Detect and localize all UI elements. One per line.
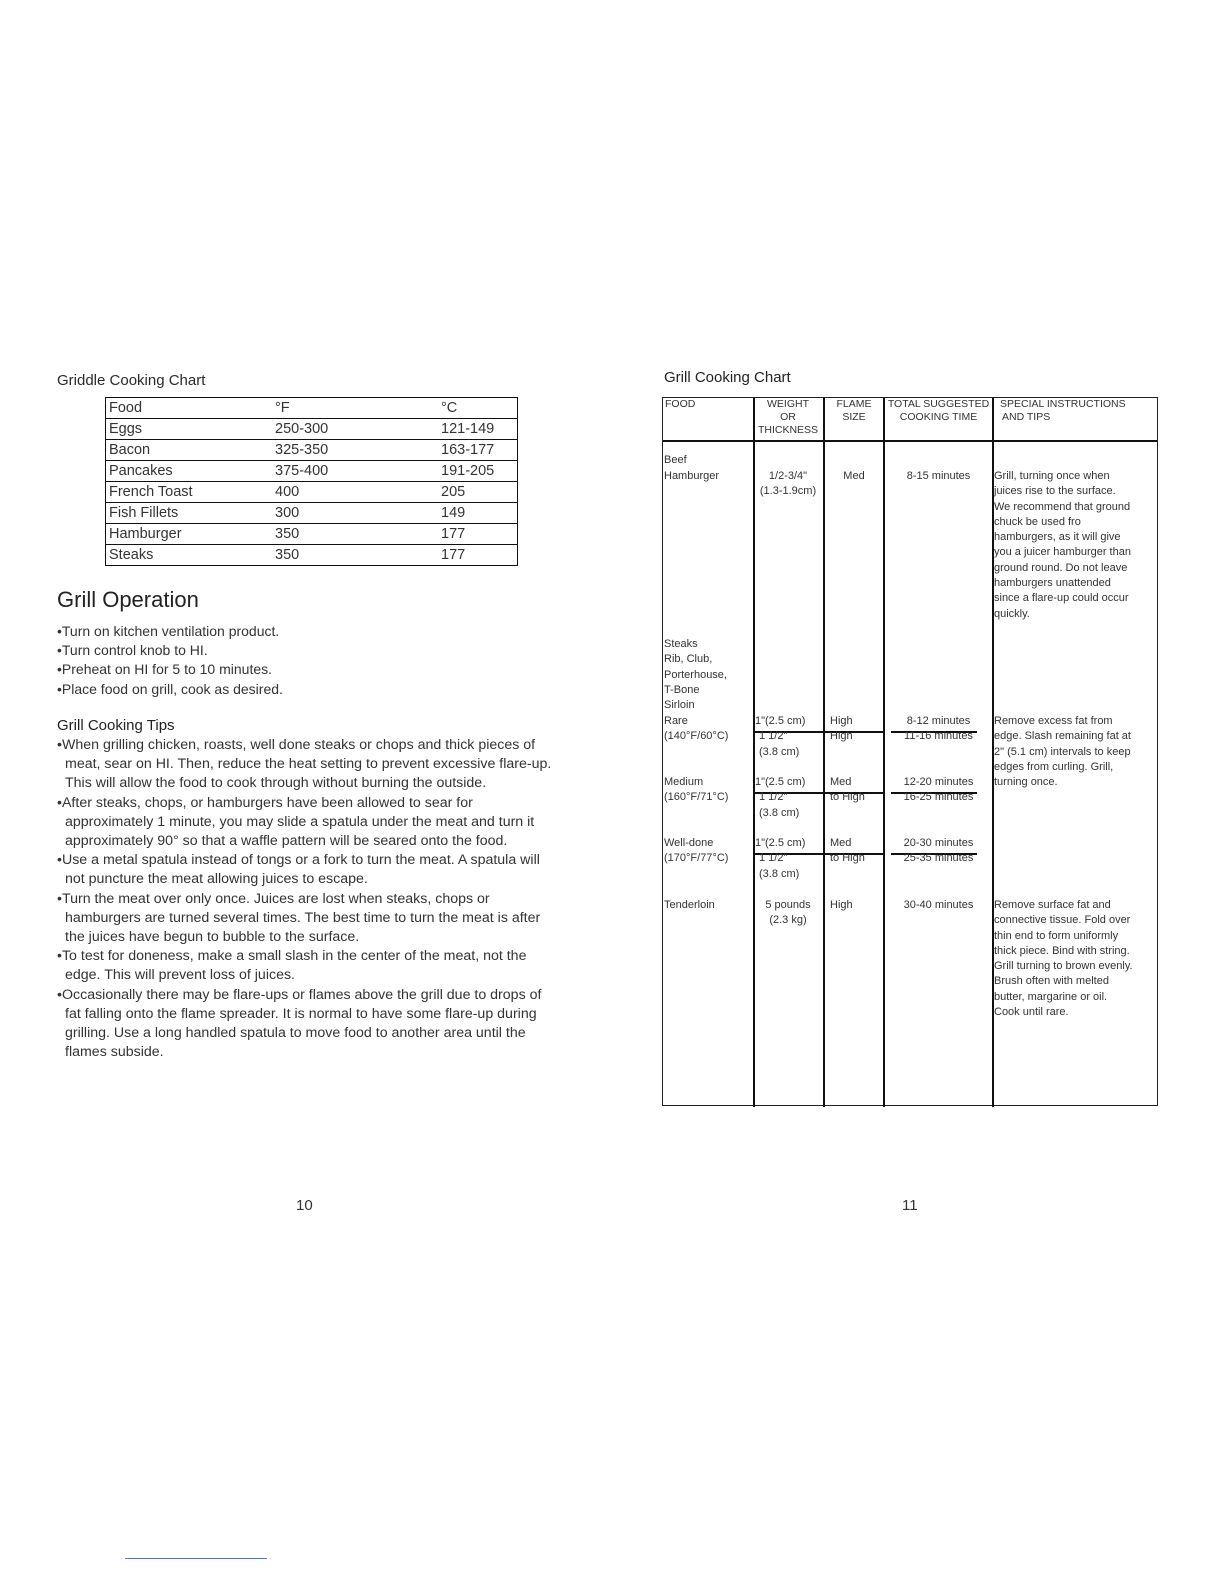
tip-line: 2" (5.1 cm) intervals to keep: [994, 745, 1131, 758]
table-row: [106, 524, 518, 545]
food-hamburger: Hamburger: [664, 470, 720, 482]
footer-divider: [125, 1558, 267, 1559]
header-weight-line: THICKNESS: [757, 424, 819, 436]
time-line: 20-30 minutes: [903, 837, 974, 849]
food-cell: Steaks: [109, 546, 154, 563]
doneness-rare: [664, 714, 728, 745]
tip-line: since a flare-up could occur: [994, 592, 1129, 605]
weight-line: (2.3 kg): [769, 914, 807, 927]
celsius-cell: 121-149: [438, 419, 518, 440]
food-cell: Bacon: [106, 440, 273, 461]
food-cell: French Toast: [106, 482, 273, 503]
hamburger-time: 8-15 minutes: [906, 470, 971, 482]
griddle-chart-title: Griddle Cooking Chart: [57, 372, 206, 389]
flame-line: Med: [830, 776, 852, 788]
header-food: FOOD: [665, 398, 696, 410]
celsius-cell: 177: [438, 524, 518, 545]
list-item: •Turn the meat over only once. Juices are lost when steaks, chops or hamburgers are turned several times. The best time to turn the meat is after the juices have begun to bubble to the surface.: [57, 890, 541, 946]
flame-line: to High: [830, 791, 865, 804]
tenderloin-flame: High: [830, 899, 853, 911]
rare-time: [885, 714, 992, 745]
fahrenheit-cell: 400: [272, 482, 438, 503]
tip-line: butter, margarine or oil.: [994, 990, 1108, 1003]
grill-tips-heading: Grill Cooking Tips: [57, 717, 175, 734]
list-item: •When grilling chicken, roasts, well done steaks or chops and thick pieces of meat, sear on HI. Then, reduce the heat setting to prevent excessive flare-up. This will allow the food to cook through without burning the outside.: [57, 737, 552, 792]
list-item: •Preheat on HI for 5 to 10 minutes.: [57, 661, 273, 678]
tenderloin-weight: [755, 898, 821, 929]
tip-line: hamburgers, as it will give: [994, 531, 1121, 544]
fahrenheit-cell: 250-300: [272, 419, 438, 440]
welldone-time: [885, 836, 992, 867]
tip-line: connective tissue. Fold over: [994, 914, 1131, 927]
weight-line: 1"(2.5 cm): [755, 715, 806, 727]
tip-line: hamburgers unattended: [994, 577, 1111, 590]
list-item: •Place food on grill, cook as desired.: [57, 680, 283, 697]
doneness-line: (170°F/77°C): [664, 852, 729, 865]
hamburger-tips: [994, 469, 1131, 622]
fahrenheit-cell: 375-400: [272, 461, 438, 482]
food-cell: Pancakes: [106, 461, 273, 482]
weight-line: 1/2-3/4": [768, 470, 808, 482]
doneness-line: Well-done: [664, 837, 714, 849]
header-flame-line: SIZE: [842, 411, 866, 423]
tip-line: ground round. Do not leave: [994, 561, 1128, 574]
doneness-line: Rare: [664, 715, 688, 727]
header-special-line: AND TIPS: [1002, 411, 1051, 423]
header-time-line: COOKING TIME: [899, 411, 978, 423]
food-cell: Hamburger: [106, 524, 273, 545]
welldone-weight: [755, 836, 805, 882]
doneness-well-done: [664, 836, 728, 867]
fahrenheit-cell: 325-350: [272, 440, 438, 461]
grill-chart-table: [662, 397, 1158, 1106]
rare-weight: [755, 714, 805, 760]
time-line: 12-20 minutes: [903, 776, 974, 788]
griddle-chart-table: [105, 397, 518, 566]
weight-line: (1.3-1.9cm): [759, 485, 817, 498]
grill-operation-heading: Grill Operation: [57, 587, 199, 612]
header-special-line: SPECIAL INSTRUCTIONS: [1000, 398, 1126, 410]
doneness-medium: [664, 775, 728, 806]
medium-weight: [755, 775, 805, 821]
weight-line: 1 1/2": [759, 852, 788, 865]
grill-chart-title: Grill Cooking Chart: [664, 369, 791, 386]
fahrenheit-cell: 350: [272, 524, 438, 545]
tenderloin-tips: [994, 898, 1133, 1020]
welldone-flame: [830, 836, 865, 867]
category-beef: Beef: [664, 454, 687, 466]
weight-line: 1"(2.5 cm): [755, 837, 806, 849]
celsius-cell: 163-177: [438, 440, 518, 461]
table-row: [106, 545, 518, 566]
food-cell: Fish Fillets: [106, 503, 273, 524]
fahrenheit-cell: 300: [272, 503, 438, 524]
time-line: 25-35 minutes: [903, 852, 974, 865]
grill-tips-list: [57, 736, 557, 1062]
tip-line: edges from curling. Grill,: [994, 760, 1114, 773]
tenderloin-time: 30-40 minutes: [903, 899, 974, 911]
time-line: 16-25 minutes: [903, 791, 974, 804]
column-divider: [823, 398, 825, 1107]
time-line: 11-16 minutes: [904, 730, 973, 743]
food-cell: Eggs: [106, 419, 273, 440]
list-item: •After steaks, chops, or hamburgers have been allowed to sear for approximately 1 minute, you may slide a spatula under the meat and turn it approximately 90° so that a waffle pattern will be seared onto the food.: [57, 794, 535, 850]
flame-line: High: [830, 715, 853, 727]
table-row: [106, 419, 518, 440]
table-row: [106, 482, 518, 503]
celsius-cell: 177: [441, 546, 466, 563]
flame-line: to High: [830, 852, 865, 865]
steaks-label-line: Steaks: [664, 638, 698, 650]
tip-line: Cook until rare.: [994, 1006, 1069, 1019]
table-row: [106, 440, 518, 461]
doneness-line: (140°F/60°C): [664, 730, 729, 743]
fahrenheit-cell: 350: [275, 546, 300, 563]
weight-line: (3.8 cm): [759, 806, 800, 819]
weight-line: 1"(2.5 cm): [755, 776, 806, 788]
table-row: [106, 503, 518, 524]
weight-line: 1 1/2": [759, 730, 788, 743]
tip-line: edge. Slash remaining fat at: [994, 730, 1131, 743]
header-special: [994, 398, 1126, 424]
tip-line: Grill, turning once when: [994, 470, 1110, 482]
tip-line: chuck be used fro: [994, 515, 1081, 528]
tip-line: turning once.: [994, 776, 1058, 789]
operation-steps: [57, 622, 557, 699]
weight-line: (3.8 cm): [759, 745, 800, 758]
page-number-left: 10: [296, 1197, 313, 1214]
column-divider: [883, 398, 885, 1107]
table-header-row: [106, 398, 518, 419]
header-weight: [755, 398, 821, 437]
tip-line: juices rise to the surface.: [994, 485, 1116, 498]
celsius-cell: 191-205: [438, 461, 518, 482]
header-cooking-time: [885, 398, 992, 424]
medium-time: [885, 775, 992, 806]
tip-line: We recommend that ground: [994, 500, 1131, 513]
steaks-label-line: Sirloin: [664, 699, 695, 712]
hamburger-flame: Med: [843, 470, 865, 482]
rare-flame: [830, 714, 853, 745]
tip-line: thick piece. Bind with string.: [994, 944, 1130, 957]
steaks-label-line: Rib, Club,: [664, 653, 713, 666]
header-flame: [825, 398, 883, 424]
table-row: [106, 461, 518, 482]
tip-line: thin end to form uniformly: [994, 929, 1119, 942]
time-line: 8-12 minutes: [906, 715, 971, 727]
flame-line: High: [830, 730, 853, 743]
celsius-cell: 205: [438, 482, 518, 503]
steaks-label-line: Porterhouse,: [664, 668, 727, 681]
header-fahrenheit: °F: [272, 398, 438, 419]
weight-line: 5 pounds: [765, 899, 811, 911]
steak-tips: [994, 714, 1131, 790]
header-weight-line: OR: [780, 411, 796, 423]
steaks-label-line: T-Bone: [664, 683, 700, 696]
food-tenderloin: Tenderloin: [664, 899, 715, 911]
tip-line: Grill turning to brown evenly.: [994, 960, 1133, 973]
steaks-label: [664, 637, 727, 713]
flame-line: Med: [830, 837, 852, 849]
tip-line: Remove surface fat and: [994, 899, 1111, 911]
list-item: •Turn on kitchen ventilation product.: [57, 623, 280, 639]
tip-line: Remove excess fat from: [994, 715, 1113, 727]
weight-line: 1 1/2": [759, 791, 788, 804]
doneness-line: (160°F/71°C): [664, 791, 729, 804]
header-divider: [663, 440, 1157, 442]
list-item: •Turn control knob to HI.: [57, 642, 208, 659]
tip-line: quickly.: [994, 607, 1030, 620]
list-item: •Occasionally there may be flare-ups or flames above the grill due to drops of fat falling onto the flame spreader. It is normal to have some flare-up during grilling. Use a long handled spatula to move food to another area until the flames subside.: [57, 986, 542, 1061]
doneness-line: Medium: [664, 776, 704, 788]
hamburger-weight: [755, 469, 821, 500]
list-item: •Use a metal spatula instead of tongs or a fork to turn the meat. A spatula will not puncture the meat allowing juices to escape.: [57, 852, 540, 888]
page-number-right: 11: [902, 1197, 918, 1214]
header-flame-line: FLAME: [836, 398, 872, 410]
weight-line: (3.8 cm): [759, 867, 800, 880]
header-celsius: °C: [438, 398, 518, 419]
tip-line: you a juicer hamburger than: [994, 546, 1131, 559]
medium-flame: [830, 775, 865, 806]
header-time-line: TOTAL SUGGESTED: [887, 398, 990, 410]
header-food: Food: [106, 398, 273, 419]
celsius-cell: 149: [438, 503, 518, 524]
header-weight-line: WEIGHT: [767, 398, 809, 410]
tip-line: Brush often with melted: [994, 975, 1109, 988]
list-item: •To test for doneness, make a small slash in the center of the meat, not the edge. This will prevent loss of juices.: [57, 948, 527, 984]
